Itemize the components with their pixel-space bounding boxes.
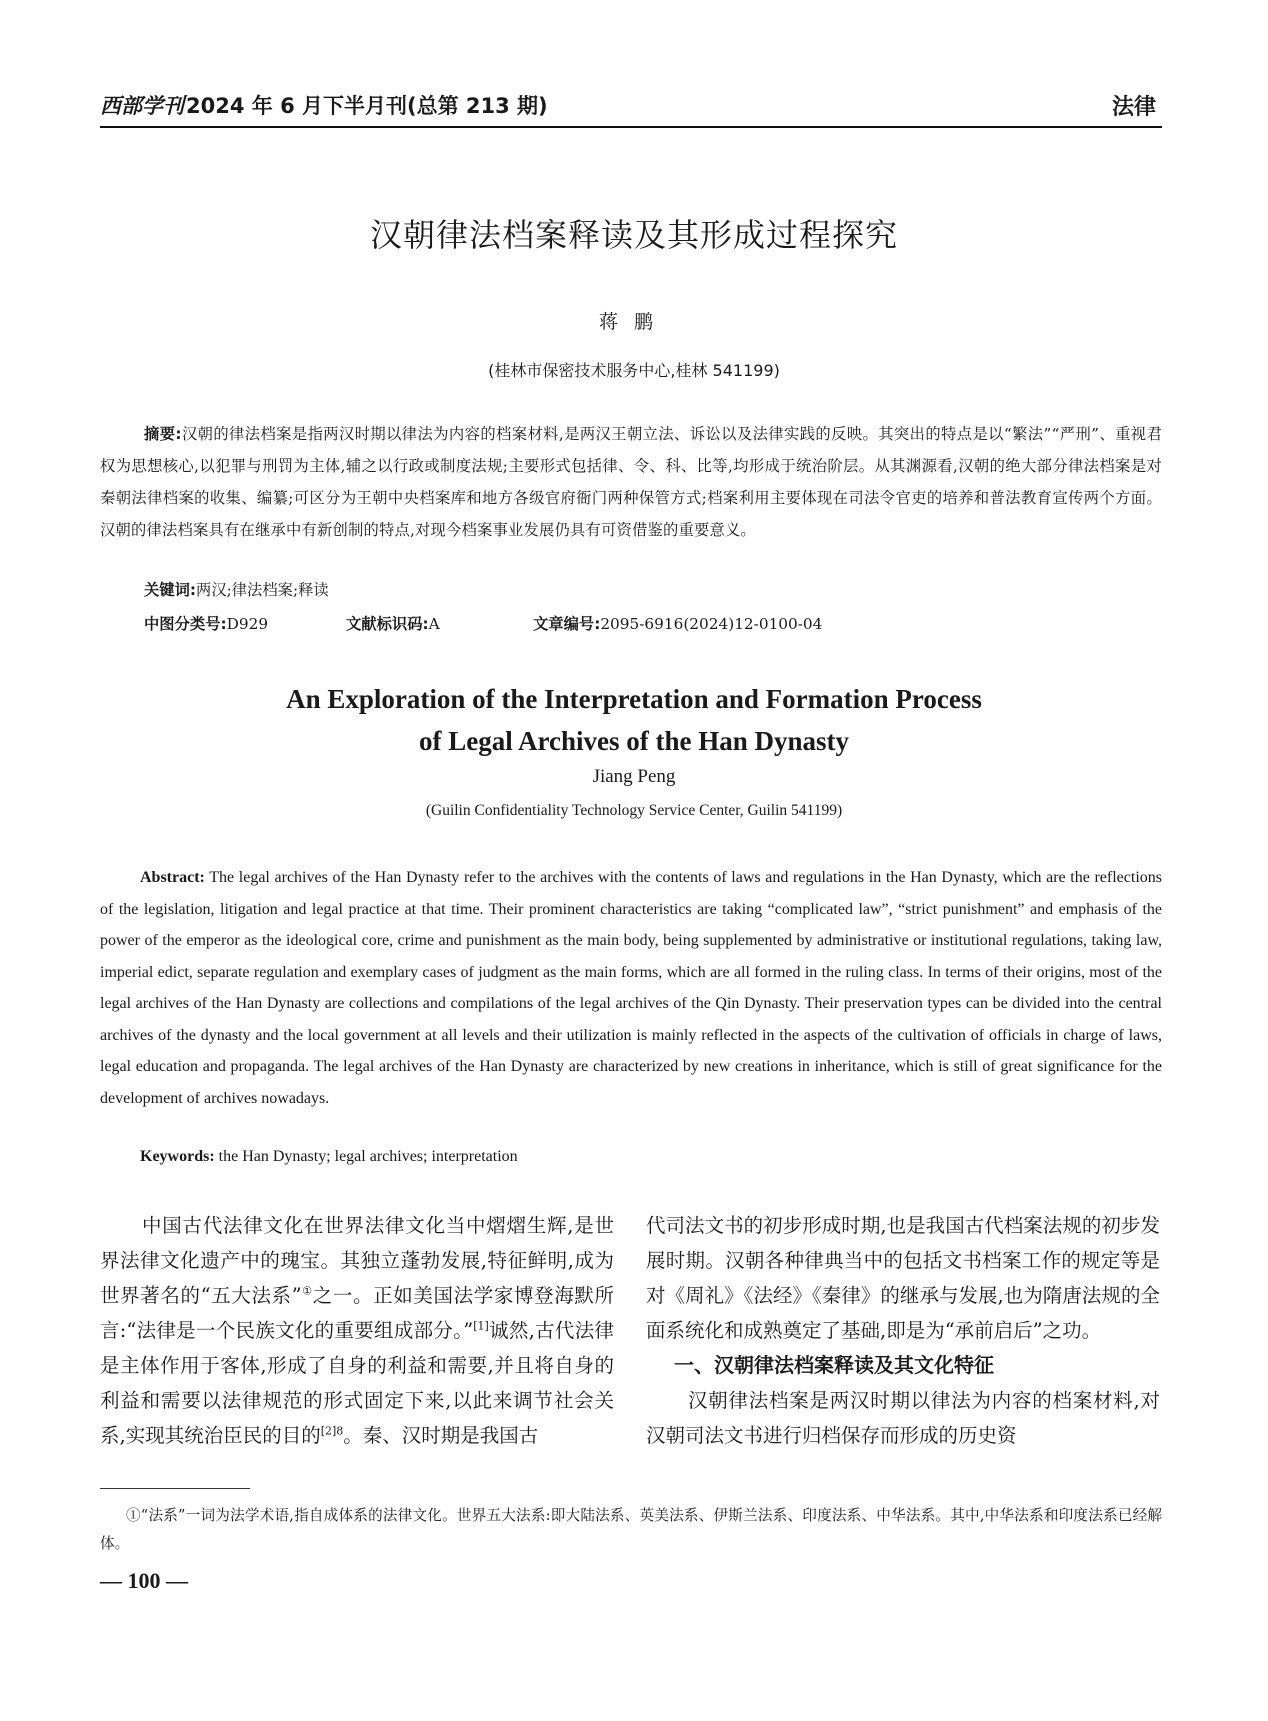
body-paragraph: 代司法文书的初步形成时期,也是我国古代档案法规的初步发展时期。汉朝各种律典当中的包括文书档案工作的规定等是对《周礼》《法经》《秦律》的继承与发展,也为隋唐法规的全面系统化和成熟奠定了基础,即是为“承前启后”之功。 bbox=[646, 1214, 1160, 1342]
article-number: 文章编号:2095-6916(2024)12-0100-04 bbox=[533, 615, 823, 633]
footnote-rule bbox=[100, 1488, 250, 1489]
body-paragraph: 汉朝律法档案是两汉时期以律法为内容的档案材料,对汉朝司法文书进行归档保存而形成的历史资 bbox=[646, 1389, 1160, 1447]
footnote-mark[interactable]: ① bbox=[301, 1284, 313, 1298]
body-column-right bbox=[646, 1208, 1160, 1453]
article-title-cn: 汉朝律法档案释读及其形成过程探究 bbox=[369, 216, 898, 254]
doc-code: 文献标识码:A bbox=[346, 615, 440, 633]
author-en: Jiang Peng bbox=[592, 766, 676, 787]
keywords-cn-label: 关键词: bbox=[144, 581, 197, 599]
article-title-en bbox=[0, 678, 1268, 762]
citation-ref[interactable]: [2]8 bbox=[320, 1424, 344, 1438]
author-cn: 蒋鹏 bbox=[598, 311, 669, 333]
title-en-line1: An Exploration of the Interpretation and Formation Process bbox=[286, 684, 982, 714]
citation-ref[interactable]: [1] bbox=[473, 1319, 489, 1333]
keywords-en-text: the Han Dynasty; legal archives; interpretation bbox=[218, 1148, 518, 1165]
section-label: 法律 bbox=[1111, 95, 1156, 120]
abstract-en-label: Abstract: bbox=[140, 869, 205, 886]
running-header bbox=[100, 88, 1162, 128]
header-rule bbox=[100, 126, 1162, 128]
header-journal bbox=[100, 90, 548, 120]
affiliation-en: (Guilin Confidentiality Technology Service Center, Guilin 541199) bbox=[425, 802, 843, 819]
keywords-cn-text: 两汉;律法档案;释读 bbox=[196, 581, 329, 599]
title-en-line2: of Legal Archives of the Han Dynasty bbox=[419, 726, 849, 756]
keywords-cn bbox=[144, 578, 329, 600]
clc-code: 中图分类号:D929 bbox=[144, 615, 269, 633]
body-column-left bbox=[100, 1208, 614, 1453]
page-number: — 100 — bbox=[100, 1568, 188, 1593]
section-heading: 一、汉朝律法档案释读及其文化特征 bbox=[674, 1353, 994, 1377]
footnote bbox=[100, 1502, 1162, 1558]
keywords-en bbox=[140, 1148, 518, 1166]
abstract-en bbox=[100, 862, 1162, 1114]
journal-logo: 西部学刊 bbox=[100, 94, 184, 118]
issue-info: 2024 年 6 月下半月刊(总第 213 期) bbox=[186, 94, 548, 118]
abstract-cn-text: 汉朝的律法档案是指两汉时期以律法为内容的档案材料,是两汉王朝立法、诉讼以及法律实践的反映。其突出的特点是以“繁法”“严刑”、重视君权为思想核心,以犯罪与刑罚为主体,辅之以行政或制度法规;主要形式包括律、令、科、比等,均形成于统治阶层。从其渊源看,汉朝的绝大部分律法档案是对秦朝法律档案的收集、编纂;可区分为王朝中央档案库和地方各级官府衙门两种保管方式;档案利用主要体现在司法令官吏的培养和普法教育宣传两个方面。汉朝的律法档案具有在继承中有新创制的特点,对现今档案事业发展仍具有可资借鉴的重要意义。 bbox=[100, 425, 1162, 539]
affiliation-cn: (桂林市保密技术服务中心,桂林 541199) bbox=[488, 361, 780, 380]
keywords-en-label: Keywords: bbox=[140, 1148, 215, 1165]
abstract-en-text: The legal archives of the Han Dynasty refer to the archives with the contents of laws and regulations in the Han Dynasty, which are the reflections of the legislation, litigation and legal practice at that time. Their prominent characteristics are taking “complicated law”, “strict punishment” and emphasis of the power of the emperor as the ideological core, crime and punishment as the main body, being supplemented by administrative or institutional regulations, taking law, imperial edict, separate regulation and exemplary cases of judgment as the main forms, which are all formed in the ruling class. In terms of their origins, most of the legal archives of the Han Dynasty are collections and compilations of the legal archives of the Qin Dynasty. Their preservation types can be divided into the central archives of the dynasty and the local government at all levels and their utilization is mainly reflected in the aspects of the cultivation of officials in charge of laws, legal education and propaganda. The legal archives of the Han Dynasty are characterized by new creations in inheritance, which is still of great significance for the development of archives nowadays. bbox=[100, 869, 1163, 1107]
classification-line bbox=[144, 612, 1044, 634]
abstract-cn bbox=[100, 418, 1162, 546]
footnote-text: ①“法系”一词为法学术语,指自成体系的法律文化。世界五大法系:即大陆法系、英美法系、伊斯兰法系、印度法系、中华法系。其中,中华法系和印度法系已经解体。 bbox=[100, 1507, 1162, 1552]
abstract-cn-label: 摘要: bbox=[144, 425, 182, 443]
body-paragraph: 中国古代法律文化在世界法律文化当中熠熠生辉,是世界法律文化遗产中的瑰宝。其独立蓬勃发展,特征鲜明,成为世界著名的“五大法系”①之一。正如美国法学家博登海默所言:“法律是一个民族文化的重要组成部分。”[1]诚然,古代法律是主体作用于客体,形成了自身的利益和需要,并且将自身的利益和需要以法律规范的形式固定下来,以此来调节社会关系,实现其统治臣民的目的$^{[2]8}$。秦、汉时期是我国古 bbox=[100, 1214, 614, 1447]
